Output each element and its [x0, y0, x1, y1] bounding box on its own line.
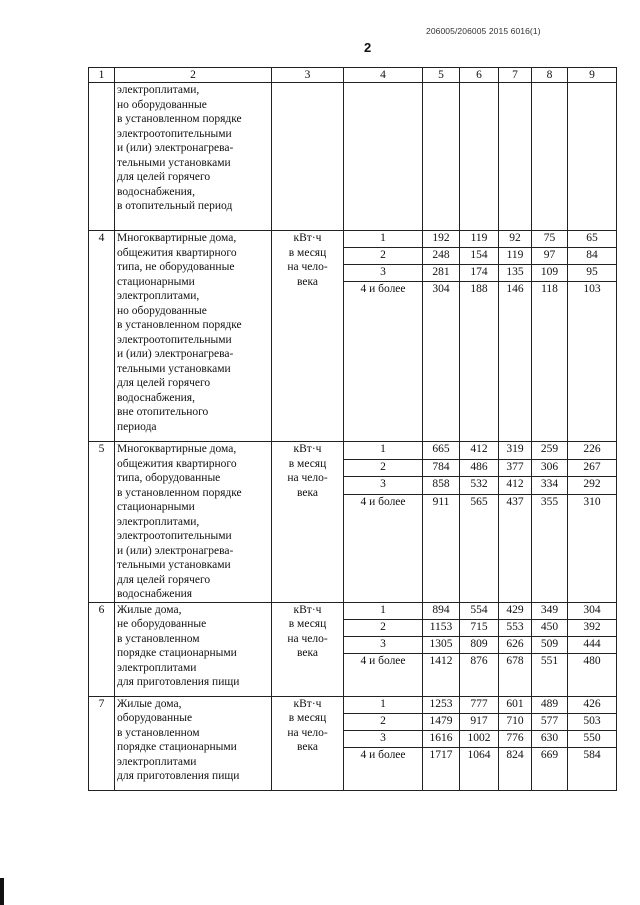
row-number-cell: 7 [89, 696, 115, 790]
housing-description: Жилые дома, оборудованные в установленном порядке стационарными электроплитами для приготовления пищи [115, 696, 272, 790]
table-row [89, 602, 617, 619]
value-cell: 565 [460, 494, 499, 602]
value-cell: 858 [423, 477, 460, 495]
value-cell: 669 [532, 747, 568, 790]
page-number: 2 [364, 40, 372, 55]
value-cell: 784 [423, 459, 460, 477]
value-cell: 626 [499, 636, 532, 653]
value-cell: 174 [460, 265, 499, 282]
value-cell: 503 [568, 713, 617, 730]
persons-cell: 4 и более [344, 747, 423, 790]
value-cell [532, 83, 568, 231]
value-cell: 486 [460, 459, 499, 477]
column-header: 5 [423, 68, 460, 83]
persons-cell: 4 и более [344, 494, 423, 602]
value-cell: 911 [423, 494, 460, 602]
value-cell [568, 83, 617, 231]
row-number-cell: 5 [89, 442, 115, 603]
value-cell: 554 [460, 602, 499, 619]
value-cell: 876 [460, 653, 499, 696]
value-cell: 259 [532, 442, 568, 460]
column-header: 3 [272, 68, 344, 83]
column-header: 4 [344, 68, 423, 83]
value-cell: 412 [499, 477, 532, 495]
value-cell: 426 [568, 696, 617, 713]
scan-edge-mark [0, 878, 4, 905]
unit-cell [272, 83, 344, 231]
column-header: 1 [89, 68, 115, 83]
persons-cell [344, 83, 423, 231]
value-cell: 489 [532, 696, 568, 713]
value-cell: 306 [532, 459, 568, 477]
value-cell: 84 [568, 248, 617, 265]
value-cell: 292 [568, 477, 617, 495]
value-cell: 154 [460, 248, 499, 265]
unit-cell: кВт·ч в месяц на чело- века [272, 442, 344, 603]
value-cell: 65 [568, 231, 617, 248]
value-cell: 437 [499, 494, 532, 602]
value-cell: 444 [568, 636, 617, 653]
value-cell: 119 [499, 248, 532, 265]
value-cell: 192 [423, 231, 460, 248]
value-cell: 75 [532, 231, 568, 248]
persons-cell: 4 и более [344, 653, 423, 696]
row-number-cell [89, 83, 115, 231]
value-cell: 777 [460, 696, 499, 713]
value-cell: 551 [532, 653, 568, 696]
value-cell: 97 [532, 248, 568, 265]
value-cell: 1305 [423, 636, 460, 653]
value-cell: 577 [532, 713, 568, 730]
row-number-cell: 6 [89, 602, 115, 696]
value-cell: 188 [460, 282, 499, 442]
value-cell: 601 [499, 696, 532, 713]
persons-cell: 3 [344, 477, 423, 495]
housing-description: Многоквартирные дома, общежития квартирного типа, оборудованные в установленном порядке стационарными электроплитами, электроотопительными и (или) электронагрева- тельными установками для целей горячего водоснабжения [115, 442, 272, 603]
column-header: 6 [460, 68, 499, 83]
persons-cell: 1 [344, 442, 423, 460]
value-cell: 824 [499, 747, 532, 790]
persons-cell: 1 [344, 602, 423, 619]
value-cell: 281 [423, 265, 460, 282]
value-cell: 553 [499, 619, 532, 636]
column-header: 2 [115, 68, 272, 83]
value-cell: 310 [568, 494, 617, 602]
value-cell: 630 [532, 730, 568, 747]
value-cell: 304 [568, 602, 617, 619]
value-cell: 1616 [423, 730, 460, 747]
value-cell [423, 83, 460, 231]
column-header: 9 [568, 68, 617, 83]
table-row [89, 231, 617, 248]
value-cell: 226 [568, 442, 617, 460]
value-cell: 429 [499, 602, 532, 619]
continuation-row [89, 83, 617, 231]
value-cell: 894 [423, 602, 460, 619]
value-cell: 665 [423, 442, 460, 460]
value-cell [460, 83, 499, 231]
value-cell: 319 [499, 442, 532, 460]
value-cell: 710 [499, 713, 532, 730]
unit-cell: кВт·ч в месяц на чело- века [272, 231, 344, 442]
persons-cell: 2 [344, 619, 423, 636]
table-row [89, 442, 617, 460]
consumption-norms-table [88, 67, 617, 791]
value-cell: 1479 [423, 713, 460, 730]
value-cell: 917 [460, 713, 499, 730]
column-header: 7 [499, 68, 532, 83]
value-cell: 678 [499, 653, 532, 696]
value-cell: 532 [460, 477, 499, 495]
value-cell: 267 [568, 459, 617, 477]
column-header: 8 [532, 68, 568, 83]
value-cell: 550 [568, 730, 617, 747]
column-number-row [89, 68, 617, 83]
persons-cell: 3 [344, 730, 423, 747]
value-cell: 334 [532, 477, 568, 495]
value-cell: 1064 [460, 747, 499, 790]
value-cell: 119 [460, 231, 499, 248]
persons-cell: 3 [344, 265, 423, 282]
persons-cell: 1 [344, 231, 423, 248]
value-cell: 355 [532, 494, 568, 602]
value-cell: 450 [532, 619, 568, 636]
value-cell: 1253 [423, 696, 460, 713]
value-cell: 1717 [423, 747, 460, 790]
persons-cell: 3 [344, 636, 423, 653]
document-code: 206005/206005 2015 6016(1) [426, 26, 541, 36]
value-cell: 118 [532, 282, 568, 442]
value-cell: 392 [568, 619, 617, 636]
value-cell: 1412 [423, 653, 460, 696]
value-cell: 776 [499, 730, 532, 747]
value-cell [499, 83, 532, 231]
value-cell: 248 [423, 248, 460, 265]
value-cell: 377 [499, 459, 532, 477]
value-cell: 584 [568, 747, 617, 790]
value-cell: 349 [532, 602, 568, 619]
value-cell: 135 [499, 265, 532, 282]
row-number-cell: 4 [89, 231, 115, 442]
value-cell: 715 [460, 619, 499, 636]
housing-description: Многоквартирные дома, общежития квартирного типа, не оборудованные стационарными электроплитами, но оборудованные в установленном порядке электроотопительными и (или) электронагрева- тельными установками для целей горячего водоснабжения, вне отопительного периода [115, 231, 272, 442]
value-cell: 412 [460, 442, 499, 460]
unit-cell: кВт·ч в месяц на чело- века [272, 602, 344, 696]
value-cell: 1002 [460, 730, 499, 747]
value-cell: 809 [460, 636, 499, 653]
persons-cell: 2 [344, 713, 423, 730]
table-row [89, 696, 617, 713]
persons-cell: 4 и более [344, 282, 423, 442]
housing-description: Жилые дома, не оборудованные в установленном порядке стационарными электроплитами для приготовления пищи [115, 602, 272, 696]
value-cell: 146 [499, 282, 532, 442]
value-cell: 109 [532, 265, 568, 282]
unit-cell: кВт·ч в месяц на чело- века [272, 696, 344, 790]
value-cell: 509 [532, 636, 568, 653]
value-cell: 92 [499, 231, 532, 248]
persons-cell: 2 [344, 248, 423, 265]
value-cell: 1153 [423, 619, 460, 636]
housing-description: электроплитами, но оборудованные в установленном порядке электроотопительными и (или) электронагрева- тельными установками для целей горячего водоснабжения, в отопительный период [115, 83, 272, 231]
value-cell: 103 [568, 282, 617, 442]
value-cell: 480 [568, 653, 617, 696]
value-cell: 304 [423, 282, 460, 442]
persons-cell: 1 [344, 696, 423, 713]
value-cell: 95 [568, 265, 617, 282]
persons-cell: 2 [344, 459, 423, 477]
